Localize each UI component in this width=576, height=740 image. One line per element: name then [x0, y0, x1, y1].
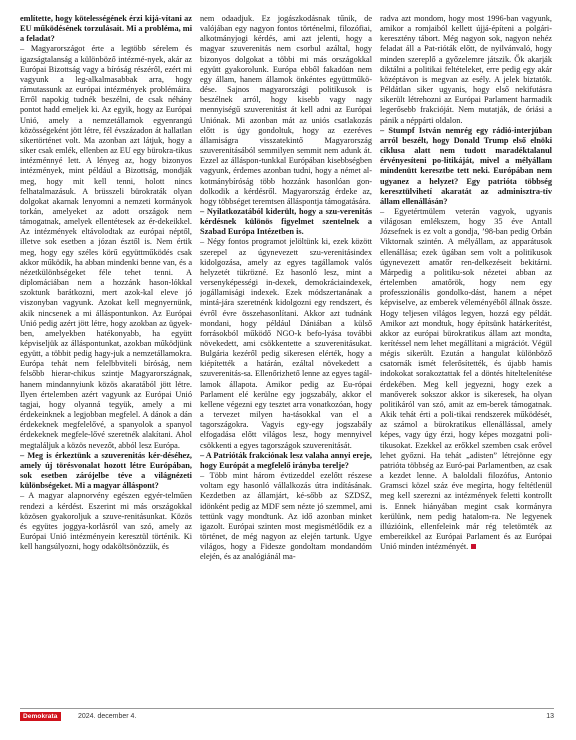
page-number: 13	[546, 713, 554, 720]
end-mark-icon	[471, 544, 476, 549]
article-column-3	[380, 14, 552, 704]
answer-paragraph: – A magyar alapnorvény egészen egyér-telműen rendezi a kérdést. Eszerint mi más országokkal közösen gyakoroljuk a szuve-renitásunkat. Közös és együtes joggya-korlásról van szó, amely az Európai Unió intézményein keresztül történik. Ki kell hangsúlyozni, hogy odaköltsönözzük, és	[20, 491, 192, 552]
question: – Meg is érkeztünk a szuverenitás kér-déséhez, amely új törésvonalat hozott létre Európában, sok esetben zárójelbe téve a világnézeti különbségeket. Mi a magyar álláspont?	[20, 450, 192, 491]
final-paragraph-text: – Egyetértmülem veterán vagyok, ugyanis világosan emlékszem, hogy 35 éve Antall Józsefnek is ez volt a gondja, ’98-ban pedig Orbán Viktornak szintén. A mélyállam, az apparátusok ellenállása; ezek ügában sem volt a politikusok úgynevezett amatőr ren-delkezéseit bekitárni. Márpedig a politiku-sok nézetei abban az értelemben amatőrök, hogy nem egy professzionális gondolko-dást, hanem a népet képviselve, az emberek véleményéből állnak össze. Hogy teljesen világos legyen, hozzá egy példát. Amikor azt mondtuk, hogy építsünk határkerítést, akkor az európai bürokratikus állam azt mondta, kerítéssel nem lehet megállítani a migrációt. Végül mégis sikerült. Ezután a hangulat különböző csatornák ismét felerősítették, és újabb hamis indokokat sorakoztattak fel a döntés hiteltelenítése érdekében. Meg kell jegyezni, hogy ezek a manőverek sokszor akkor is sikeresek, ha olyan politikáról van szó, amit az em-berek támogatnak. Akik tehát érti a poli-tikai rendszerek működését, az számol a bürokratikus ellenállással, amely képes, vagy úgy érzi, hogy képes mozgatni poli-tikusokat. Ezekkel az erőkkel szemben csak erővel lehet győzni. Ha tehát „adisten” létrejönne egy patrióta többség az Euró-pai Parlamentben, az csak a kezdet lenne. A baloldali filozófus, Antonio Gramsci közel száz éve megírta, hogy feltétlenül meg kell szerezni az intézmények feletti kontrollt is. Ennek hiányában megint csak kormányra kerülünk, nem pedig hatalom-ra. Ne legyenek illúzióink, ellenfeleink már rég teletömték az embereikkel az Európai Parlament és az Európai Unió minden intézményét.	[380, 206, 552, 552]
page-footer	[20, 708, 554, 723]
answer-paragraph: – Magyarországot érte a legtöbb sérelem és igazságtalanság a különböző intézmé-nyek, akár az Európai Bizottság vagy a bíróság részéről, ezért mi vagyunk a leg-alkalmasabbak arra, hogy rámutassunk az európai intézmények problémáira. Erről napokig tudnék beszélni, de csak néhány pontot hadd emeljek ki. Az egyik, hogy az Európai Unió, amely a nemzetállamok egyenrangú közösségeként jött létre, fél évszázadon át hallatlan sikertörténet volt. Ma azonban azt látjuk, hogy a siker csak emlék, ellenben az EU egy bürokra-tikus intézménnyé lett. A lényeg az, hogy bizonyos intézmények, mint például a Bizottság, mondják meg, hogy mit kell tenni, holott nincs felhatalmazásuk. A brüsszeli bürokraták olyan dolgokat akarnak lenyomni a nemzeti kormányok torkán, amelyeket az adott országok nem támogatnak, amelyek ellentétesek az ér-dekeikkel. Az intézmények eltávolodtak az európai néptől, illetve sok esetben a józan észtől is. Nem értik meg, hogy egy széles körű együttműködés csak akkor működik, ha abban mindenki benne van, és a nézetkülönbségeket féle tehet tenni. A diplomáciában nem a hozzánk hason-lókkal szoktunk barátkozni, mert azok-kal eleve jó viszonyban vagyunk. Azokat kell megnyernünk, akik nincsenek a mi álláspontunkon. Az Európai Unió pedig azért jött létre, hogy azokban az ügyek-ben, amelyekben hatékonyabb, ha együtt képviseljük az álláspontunkat, azokban működjünk együtt, a többit pedig hagy-juk a nemzetállamokra. Európa tehát nem felelbbviteli bíróság, nem felsőbb hierar-chikus szintje Magyarországnak, hanem mindannyiunk közös akaratából jött létre. Ilyen értelemben azért vagyunk az Európai Unió tagjai, hogy olyanná tegyük, amely a mi érdekeinknek a legjobban megfelel. A dánok a dán érdekeknek megfelelővé, a spanyolok a spanyol érdekeknek megfele-lővé szeretnék alakítani. Ahol megtaláljuk a közös nevezőt, abból lesz Európa.	[20, 44, 192, 450]
answer-paragraph: nem odaadjuk. Ez jogászkodásnak tűnik, de valójában egy nagyon fontos történelmi, filozófiai, alkotmányjogi kérdés, ami azt jelenti, hogy a magyar szuverenitás nem csorbul azáltal, hogy bizonyos dolgokat a többi mi más országokkal együtt gyakorolunk. Európa ebből fakadóan nem egy állam, hanem államok önkéntes együttműkö-dése. Sajnos magyarországi politikusok is beszélnek arról, hogy kisebb vagy nagy mennyiségű szuverenitást át kell adni az Európai Uniónak. Mi azonban mát az uniós csatlakozás előtt is úgy gondoltuk, hogy az ezeréves államiságra visszatekintő Magyarország szuverenitásából semmilyen semmit nem adunk át. Ezzel az álláspon-tunkkal Európában kisebbségben vagyunk, érdemes azonban tudni, hogy a német al-kotmánybíróság több hozzánk hasonlóan gon-dolkodik a kérdésről. Magyarország érdeke az, hogy többséget teremtsen álláspontja támogatására.	[200, 14, 372, 206]
issue-date: 2024. december 4.	[78, 713, 137, 720]
article-column-2	[200, 14, 372, 704]
question-lead: említette, hogy kötelességének érzi kijá-vítani az EU működésének torzulásait. Mi a probléma, mi a feladat?	[20, 14, 192, 44]
question: – A Patrióták frakciónak lesz valaha annyi ereje, hogy Európát a megfelelő irányba terelje?	[200, 450, 372, 470]
article-column-1	[20, 14, 192, 704]
answer-paragraph: – Több mint három évtizeddel ezelőtt részese voltam egy hasonló vállalkozás útra indításának. Kezdetben az államjárt, ké-sőbb az SZDSZ, idönként pedig az MDF sem nézte jó szemmel, ami tettünk vagy mondtunk. Az idő azonban minket igazolt. Európai szinten most megismétlődik ez a történet, de még nagyon az elején tartunk. Ugye világos, hogy a Fidesze gondoltam mondandóm elején, és az analógiánál ma-	[200, 471, 372, 562]
answer-paragraph: radva azt mondom, hogy most 1996-ban vagyunk, amikor a romjaiból kellett újjá-építeni a polgári-keresztény tábort. Még nagyon sok, nagyon nehéz feladat áll a Pat-rióták előtt, de nyilvánvaló, hogy minden szereplő a győzelemre játszik. Ők akarják diktálni a politikai feltételeket, erre pedig egy akár középtávon is megvan az esély. A jelek biztatók. Példátlan siker ugyanis, hogy első nekifutásra sikerült létrehozni az Európai Parlament harmadik legerősebb frakcióját. Nem mutatják, de óriási a pánik a néppárti oldalon.	[380, 14, 552, 125]
answer-paragraph: – Négy fontos programot jelöltünk ki, ezek között szerepel az úgynevezett szu-verenitásindex kidolgozása, amely az egyes tagállamok valós helyzetét tükrözné. Ez hasonló lesz, mint a versenyképességi in-dexek, demokráciaindexek, jogállamisági indexek. Ezek módszertanának a mintá-jára szeretnénk kidolgozni egy rendszert, és évről évre összehasonlítani. Akkor azt tudnánk mondani, hogy például Dániában a külső forrásokból működő NGO-k befo-lyása további növekedett, ami csökkentette a szuverenitásukat. Bulgária kezéről pedig sikeresen elérték, hogy a kiépítették a határán, ezáltal növekedett a szuverenitás-sa. Ellenőrizhető lenne az egyes tagál-lamok állapota. Amikor pedig az Eu-rópai Parlament elé kerülne egy jogszabály, akkor el kellene végezni egy tesztet arra vonatkozóan, hogy a tervezet milyen ha-tásokkal van el a tagországokra. Vagyis egy-egy jogszabály elfogadása előtt világos lesz, hogy mennyivel csökkenti a egyes tagországok szuverenitását.	[200, 237, 372, 450]
question: – Stumpf István nemrég egy rádió-interjúban arról beszélt, hogy Donald Trump első elnöki ciklusa alatt nem tudott maradéktalanul érvényesíteni po-litikáját, mivel a mélyállam mindenütt keresztbe tett neki. Európában nem ugyanez a helyzet? Egy patrióta többség keresztülvihetí akaratát az adminisztra-tív állam ellenállásán?	[380, 125, 552, 206]
publication-logo: Demokrata	[20, 712, 61, 721]
question: – Nyilatkozatából kiderült, hogy a szu-verenitás kérdésnek különös figyelmet szentelnek a Szabad Európa Intézetben is.	[200, 206, 372, 237]
answer-paragraph	[380, 207, 552, 552]
